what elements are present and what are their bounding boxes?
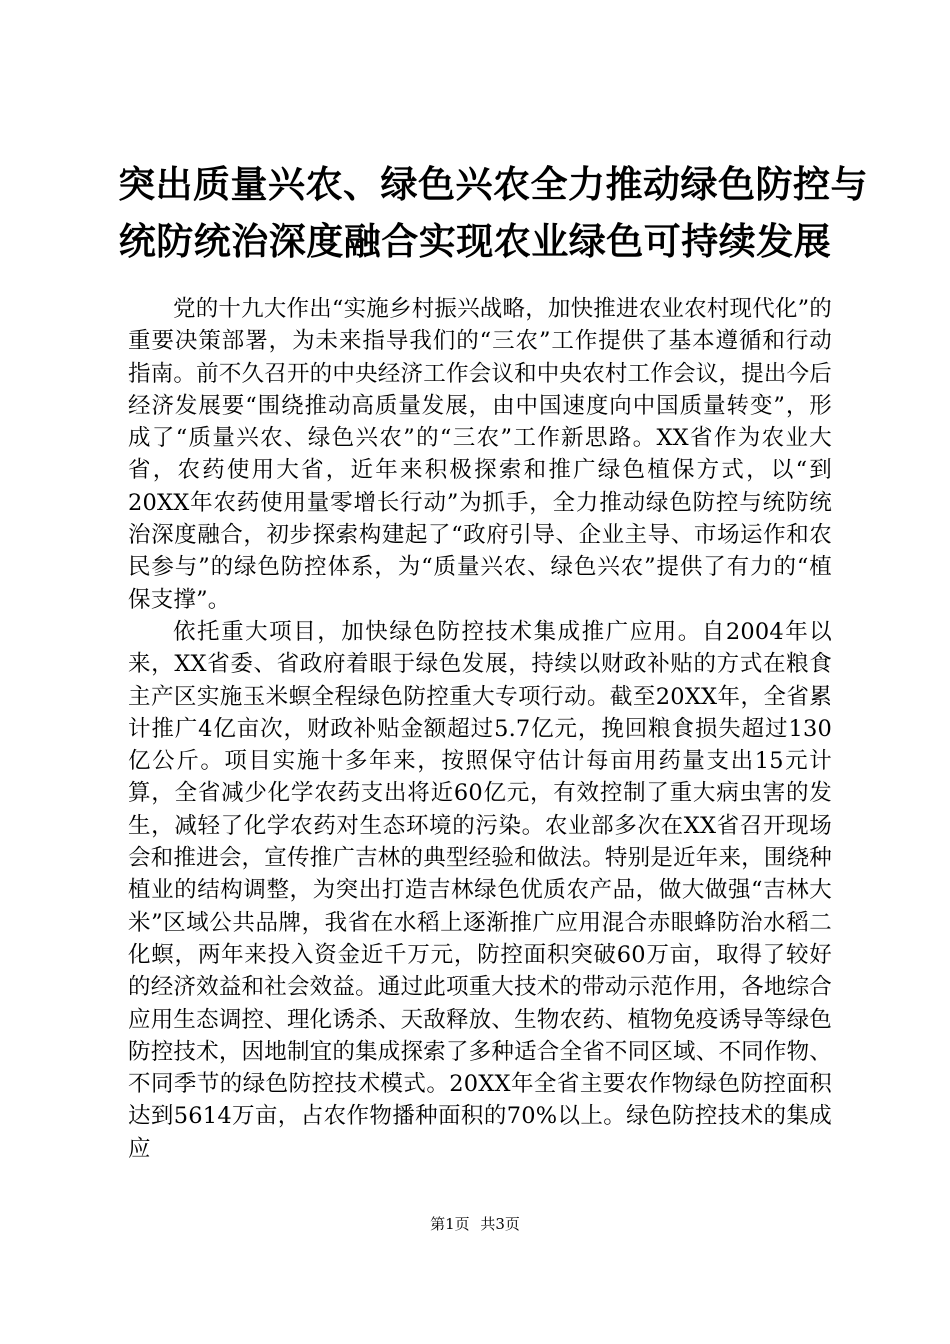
- title-line-1: 突出质量兴农、绿色兴农全力推动绿色防控与: [118, 163, 868, 206]
- document-body: [128, 293, 832, 1165]
- document-title: [118, 156, 868, 270]
- page-footer: [0, 1214, 950, 1234]
- title-line-2: 统防统治深度融合实现农业绿色可持续发展: [118, 220, 832, 263]
- paragraph-2: 依托重大项目，加快绿色防控技术集成推广应用。自2004年以来，XX省委、省政府着眼于绿色发展，持续以财政补贴的方式在粮食主产区实施玉米螟全程绿色防控重大专项行动。截至20XX年，全省累计推广4亿亩次，财政补贴金额超过5.7亿元，挽回粮食损失超过130亿公斤。项目实施十多年来，按照保守估计每亩用药量支出15元计算，全省减少化学农药支出将近60亿元，有效控制了重大病虫害的发生，减轻了化学农药对生态环境的污染。农业部多次在XX省召开现场会和推进会，宣传推广吉林的典型经验和做法。特别是近年来，围绕种植业的结构调整，为突出打造吉林绿色优质农产品，做大做强“吉林大米”区域公共品牌，我省在水稻上逐渐推广应用混合赤眼蜂防治水稻二化螟，两年来投入资金近千万元，防控面积突破60万亩，取得了较好的经济效益和社会效益。通过此项重大技术的带动示范作用，各地综合应用生态调控、理化诱杀、天敌释放、生物农药、植物免疫诱导等绿色防控技术，因地制宜的集成探索了多种适合全省不同区域、不同作物、不同季节的绿色防控技术模式。20XX年全省主要农作物绿色防控面积达到5614万亩，占农作物播种面积的70%以上。绿色防控技术的集成应: [128, 618, 832, 1162]
- paragraph-1: 党的十九大作出“实施乡村振兴战略，加快推进农业农村现代化”的重要决策部署，为未来指导我们的“三农”工作提供了基本遵循和行动指南。前不久召开的中央经济工作会议和中央农村工作会议，提出今后经济发展要“围绕推动高质量发展，由中国速度向中国质量转变”，形成了“质量兴农、绿色兴农”的“三农”工作新思路。XX省作为农业大省，农药使用大省，近年来积极探索和推广绿色植保方式，以“到20XX年农药使用量零增长行动”为抓手，全力推动绿色防控与统防统治深度融合，初步探索构建起了“政府引导、企业主导、市场运作和农民参与”的绿色防控体系，为“质量兴农、绿色兴农”提供了有力的“植保支撑”。: [128, 296, 833, 613]
- page-total: 共3页: [480, 1215, 520, 1233]
- page-number: 第1页: [430, 1215, 470, 1233]
